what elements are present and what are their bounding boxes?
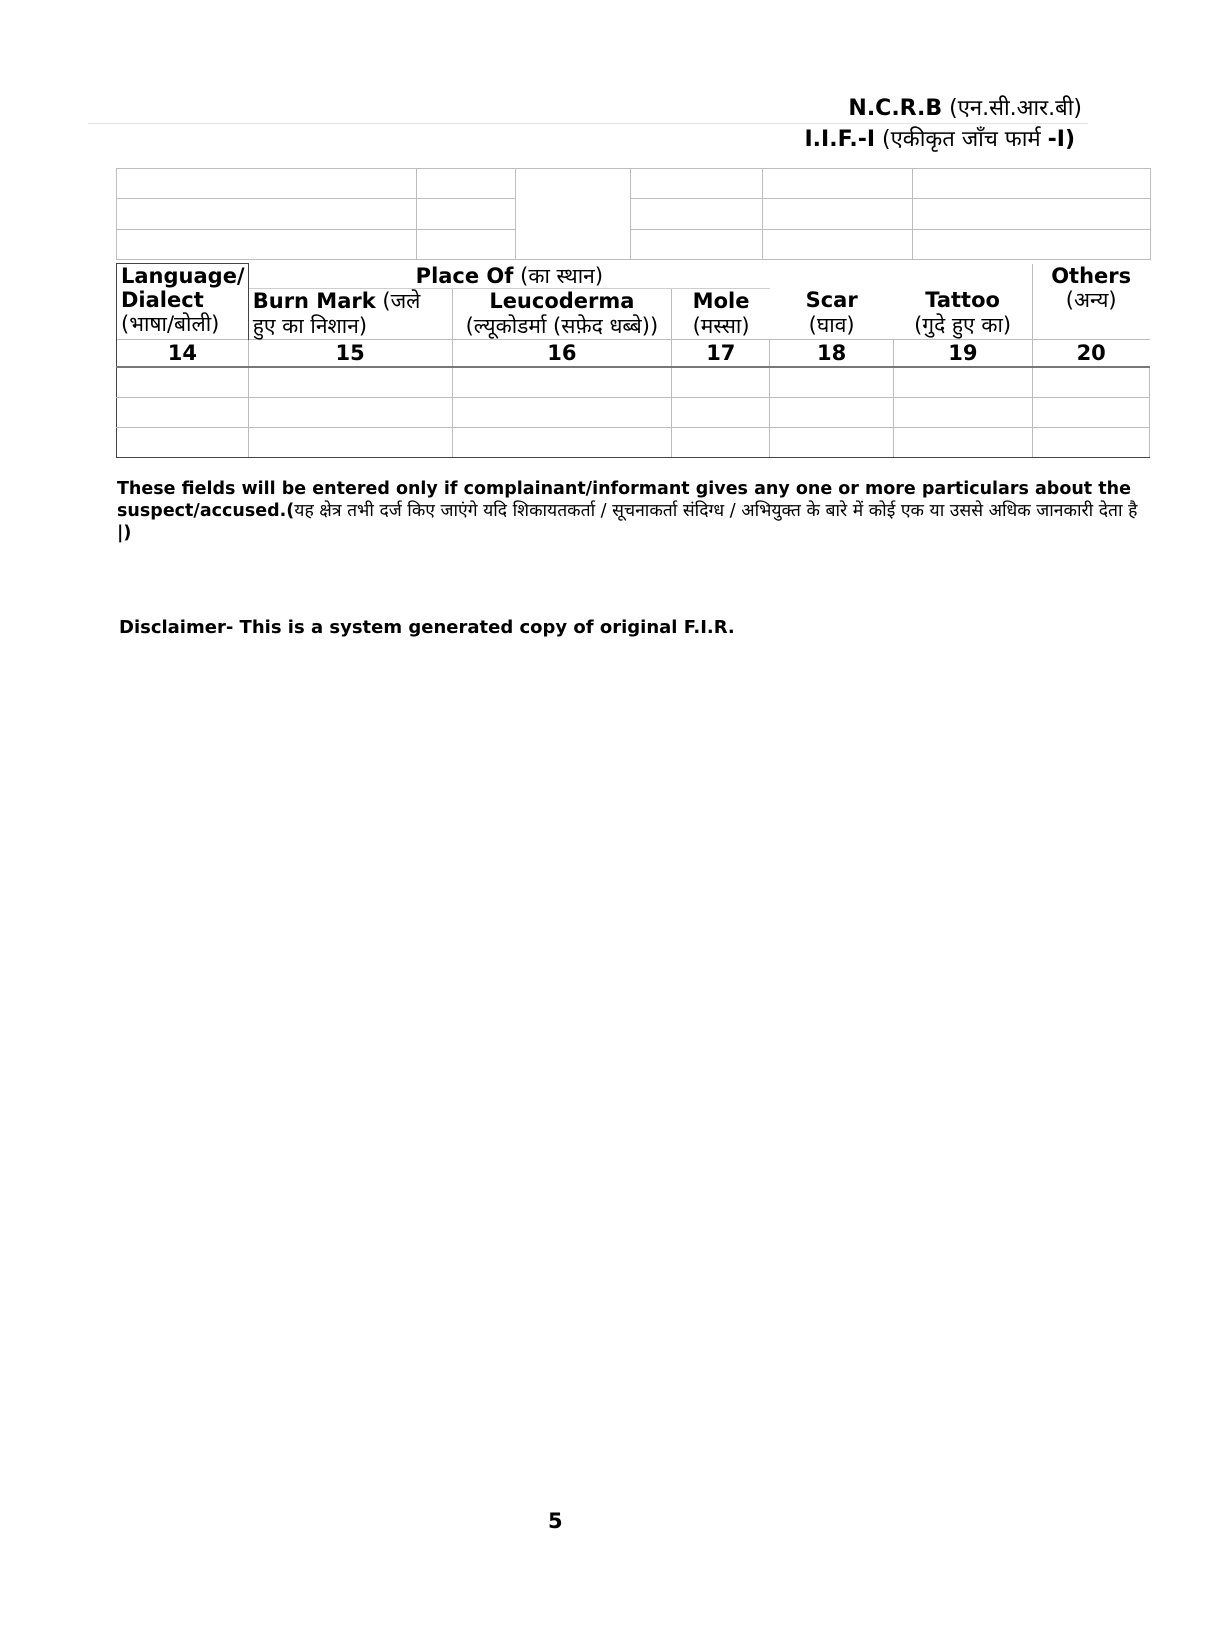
- language-hindi: (भाषा/बोली): [121, 312, 220, 336]
- burn-mark-label: Burn Mark: [252, 288, 376, 313]
- grid-cell: [117, 169, 417, 199]
- table-cell: [1032, 367, 1149, 398]
- grid-cell: [417, 199, 516, 229]
- column-header-burn-mark: [248, 288, 452, 339]
- grid-cell: [763, 229, 913, 259]
- column-header-language: [117, 264, 249, 340]
- table-cell: [672, 367, 770, 398]
- page-number: 5: [548, 1509, 563, 1533]
- column-number: 17: [672, 339, 770, 367]
- grid-cell: [516, 169, 631, 260]
- header-form-hindi: (एकीकृत जाँच फार्म: [882, 127, 1041, 152]
- language-label: Language/: [121, 264, 245, 288]
- column-number: 18: [770, 339, 893, 367]
- grid-cell: [417, 229, 516, 259]
- table-cell: [893, 427, 1032, 457]
- grid-cell: [631, 169, 763, 199]
- column-header-place-of: [248, 264, 770, 289]
- mole-hindi: (मस्सा): [692, 313, 750, 338]
- table-row: [117, 367, 1150, 398]
- grid-cell: [631, 199, 763, 229]
- table-cell: [117, 427, 249, 457]
- table-cell: [248, 367, 452, 398]
- others-label: Others: [1051, 263, 1132, 288]
- table-cell: [248, 397, 452, 427]
- burn-mark-hindi-1: (जले: [382, 288, 421, 313]
- note-english: These fields will be entered only if complainant/informant gives any one or more particulars about the suspect/accused.(: [117, 479, 1131, 521]
- table-row: [117, 397, 1150, 427]
- column-number: 19: [893, 339, 1032, 367]
- note-end: |): [117, 523, 132, 543]
- table-cell: [672, 427, 770, 457]
- grid-cell: [417, 169, 516, 199]
- dialect-label: Dialect: [121, 288, 204, 312]
- header-form-title: [804, 123, 1075, 153]
- header-ncrb: [848, 92, 1082, 122]
- column-number: 16: [452, 339, 672, 367]
- mole-label: Mole: [692, 288, 750, 313]
- place-of-label: Place Of: [415, 263, 514, 288]
- header-org-bold: N.C.R.B: [848, 96, 943, 121]
- tattoo-hindi: (गुदे हुए का): [914, 313, 1012, 337]
- column-header-leucoderma: [452, 288, 672, 339]
- scar-hindi: (घाव): [808, 313, 855, 337]
- grid-cell: [631, 229, 763, 259]
- table-cell: [1032, 427, 1149, 457]
- column-header-mole: [672, 288, 770, 339]
- column-number: 20: [1032, 339, 1149, 367]
- table-cell: [117, 367, 249, 398]
- header-form-suffix: -I): [1047, 127, 1075, 152]
- grid-cell: [913, 229, 1151, 259]
- identification-marks-table: [116, 263, 1150, 458]
- grid-cell: [763, 199, 913, 229]
- header-org-hindi: (एन.सी.आर.बी): [949, 96, 1082, 121]
- suspect-fields-note: [117, 478, 1157, 544]
- column-number: 15: [248, 339, 452, 367]
- header-form-bold: I.I.F.-I: [804, 127, 876, 152]
- others-hindi: (अन्य): [1065, 287, 1117, 312]
- column-header-others: [1032, 264, 1149, 340]
- table-cell: [770, 367, 893, 398]
- grid-cell: [117, 199, 417, 229]
- note-hindi: यह क्षेत्र तभी दर्ज किए जाएंगे यदि शिकायतकर्ता / सूचनाकर्ता संदिग्ध / अभियुक्त के बारे में कोई एक या उससे अधिक जानकारी देता है: [294, 501, 1138, 521]
- tattoo-label: Tattoo: [925, 288, 1000, 312]
- leucoderma-label: Leucoderma: [489, 288, 635, 313]
- column-header-scar: [770, 288, 893, 339]
- grid-cell: [763, 169, 913, 199]
- column-number-row: [117, 339, 1150, 367]
- header-spacer: [770, 264, 1032, 289]
- table-row: [117, 427, 1150, 457]
- disclaimer: Disclaimer- This is a system generated copy of original F.I.R.: [119, 617, 735, 638]
- leucoderma-hindi: (ल्यूकोडर्मा (सफ़ेद धब्बे)): [465, 313, 659, 338]
- table-cell: [452, 367, 672, 398]
- grid-cell: [913, 199, 1151, 229]
- table-cell: [672, 397, 770, 427]
- table-cell: [452, 427, 672, 457]
- burn-mark-hindi-2: हुए का निशान): [252, 313, 368, 338]
- table-cell: [117, 397, 249, 427]
- column-number: 14: [117, 339, 249, 367]
- table-cell: [1032, 397, 1149, 427]
- table-cell: [893, 367, 1032, 398]
- table-cell: [770, 427, 893, 457]
- grid-cell: [117, 229, 417, 259]
- table-cell: [770, 397, 893, 427]
- table-cell: [893, 397, 1032, 427]
- place-of-hindi: (का स्थान): [520, 263, 604, 288]
- table-cell: [452, 397, 672, 427]
- grid-cell: [913, 169, 1151, 199]
- table-cell: [248, 427, 452, 457]
- column-header-tattoo: [893, 288, 1032, 339]
- previous-section-grid: [116, 168, 1151, 260]
- scar-label: Scar: [805, 288, 858, 312]
